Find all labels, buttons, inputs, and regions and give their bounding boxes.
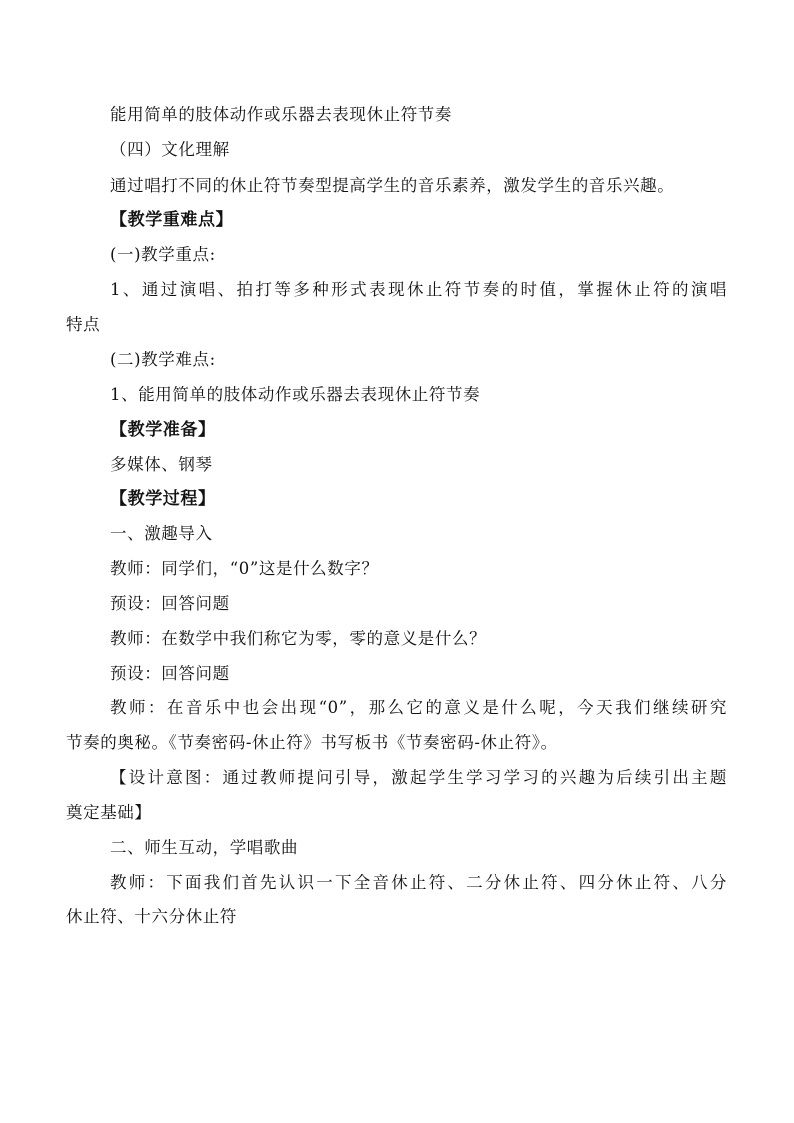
text-line-design-intent-cont: 奠定基础】 [66,803,152,822]
text-line-teacher-3-cont: 节奏的奥秘。《节奏密码-休止符》书写板书《节奏密码-休止符》。 [66,733,558,752]
text-line-teacher-1: 教师：同学们，“0”这是什么数字？ [110,559,379,578]
text-line-preset-2: 预设：回答问题 [110,664,230,683]
text-line-key-point-1-cont: 特点 [66,315,101,334]
text-line-key-point-1: 1、通过演唱、拍打等多种形式表现休止符节奏的时值，掌握休止符的演唱 [110,280,727,299]
section-culture-title: （四）文化理解 [110,140,230,159]
text-line-preset-1: 预设：回答问题 [110,594,230,613]
subheading-key-point: (一)教学重点: [110,245,216,264]
text-line-skill: 能用简单的肢体动作或乐器去表现休止符节奏 [110,105,452,124]
subheading-interaction: 二、师生互动，学唱歌曲 [110,838,299,857]
heading-process: 【教学过程】 [110,489,216,509]
heading-preparation: 【教学准备】 [110,420,216,440]
subheading-difficulty: (二)教学难点: [110,350,216,369]
text-line-teacher-2: 教师：在数学中我们称它为零，零的意义是什么？ [110,629,487,648]
text-line-teacher-3: 教师：在音乐中也会出现“0”，那么它的意义是什么呢，今天我们继续研究 [110,698,727,717]
heading-key-points: 【教学重难点】 [110,210,234,230]
text-line-difficulty-1: 1、能用简单的肢体动作或乐器去表现休止符节奏 [110,385,481,404]
text-line-preparation: 多媒体、钢琴 [110,455,213,474]
text-line-culture: 通过唱打不同的休止符节奏型提高学生的音乐素养，激发学生的音乐兴趣。 [110,176,675,195]
text-line-design-intent: 【设计意图：通过教师提问引导，激起学生学习学习的兴趣为后续引出主题 [110,768,727,787]
subheading-intro: 一、激趣导入 [110,524,213,543]
text-line-teacher-4: 教师：下面我们首先认识一下全音休止符、二分休止符、四分休止符、八分 [110,873,727,892]
text-line-teacher-4-cont: 休止符、十六分休止符 [66,907,237,926]
